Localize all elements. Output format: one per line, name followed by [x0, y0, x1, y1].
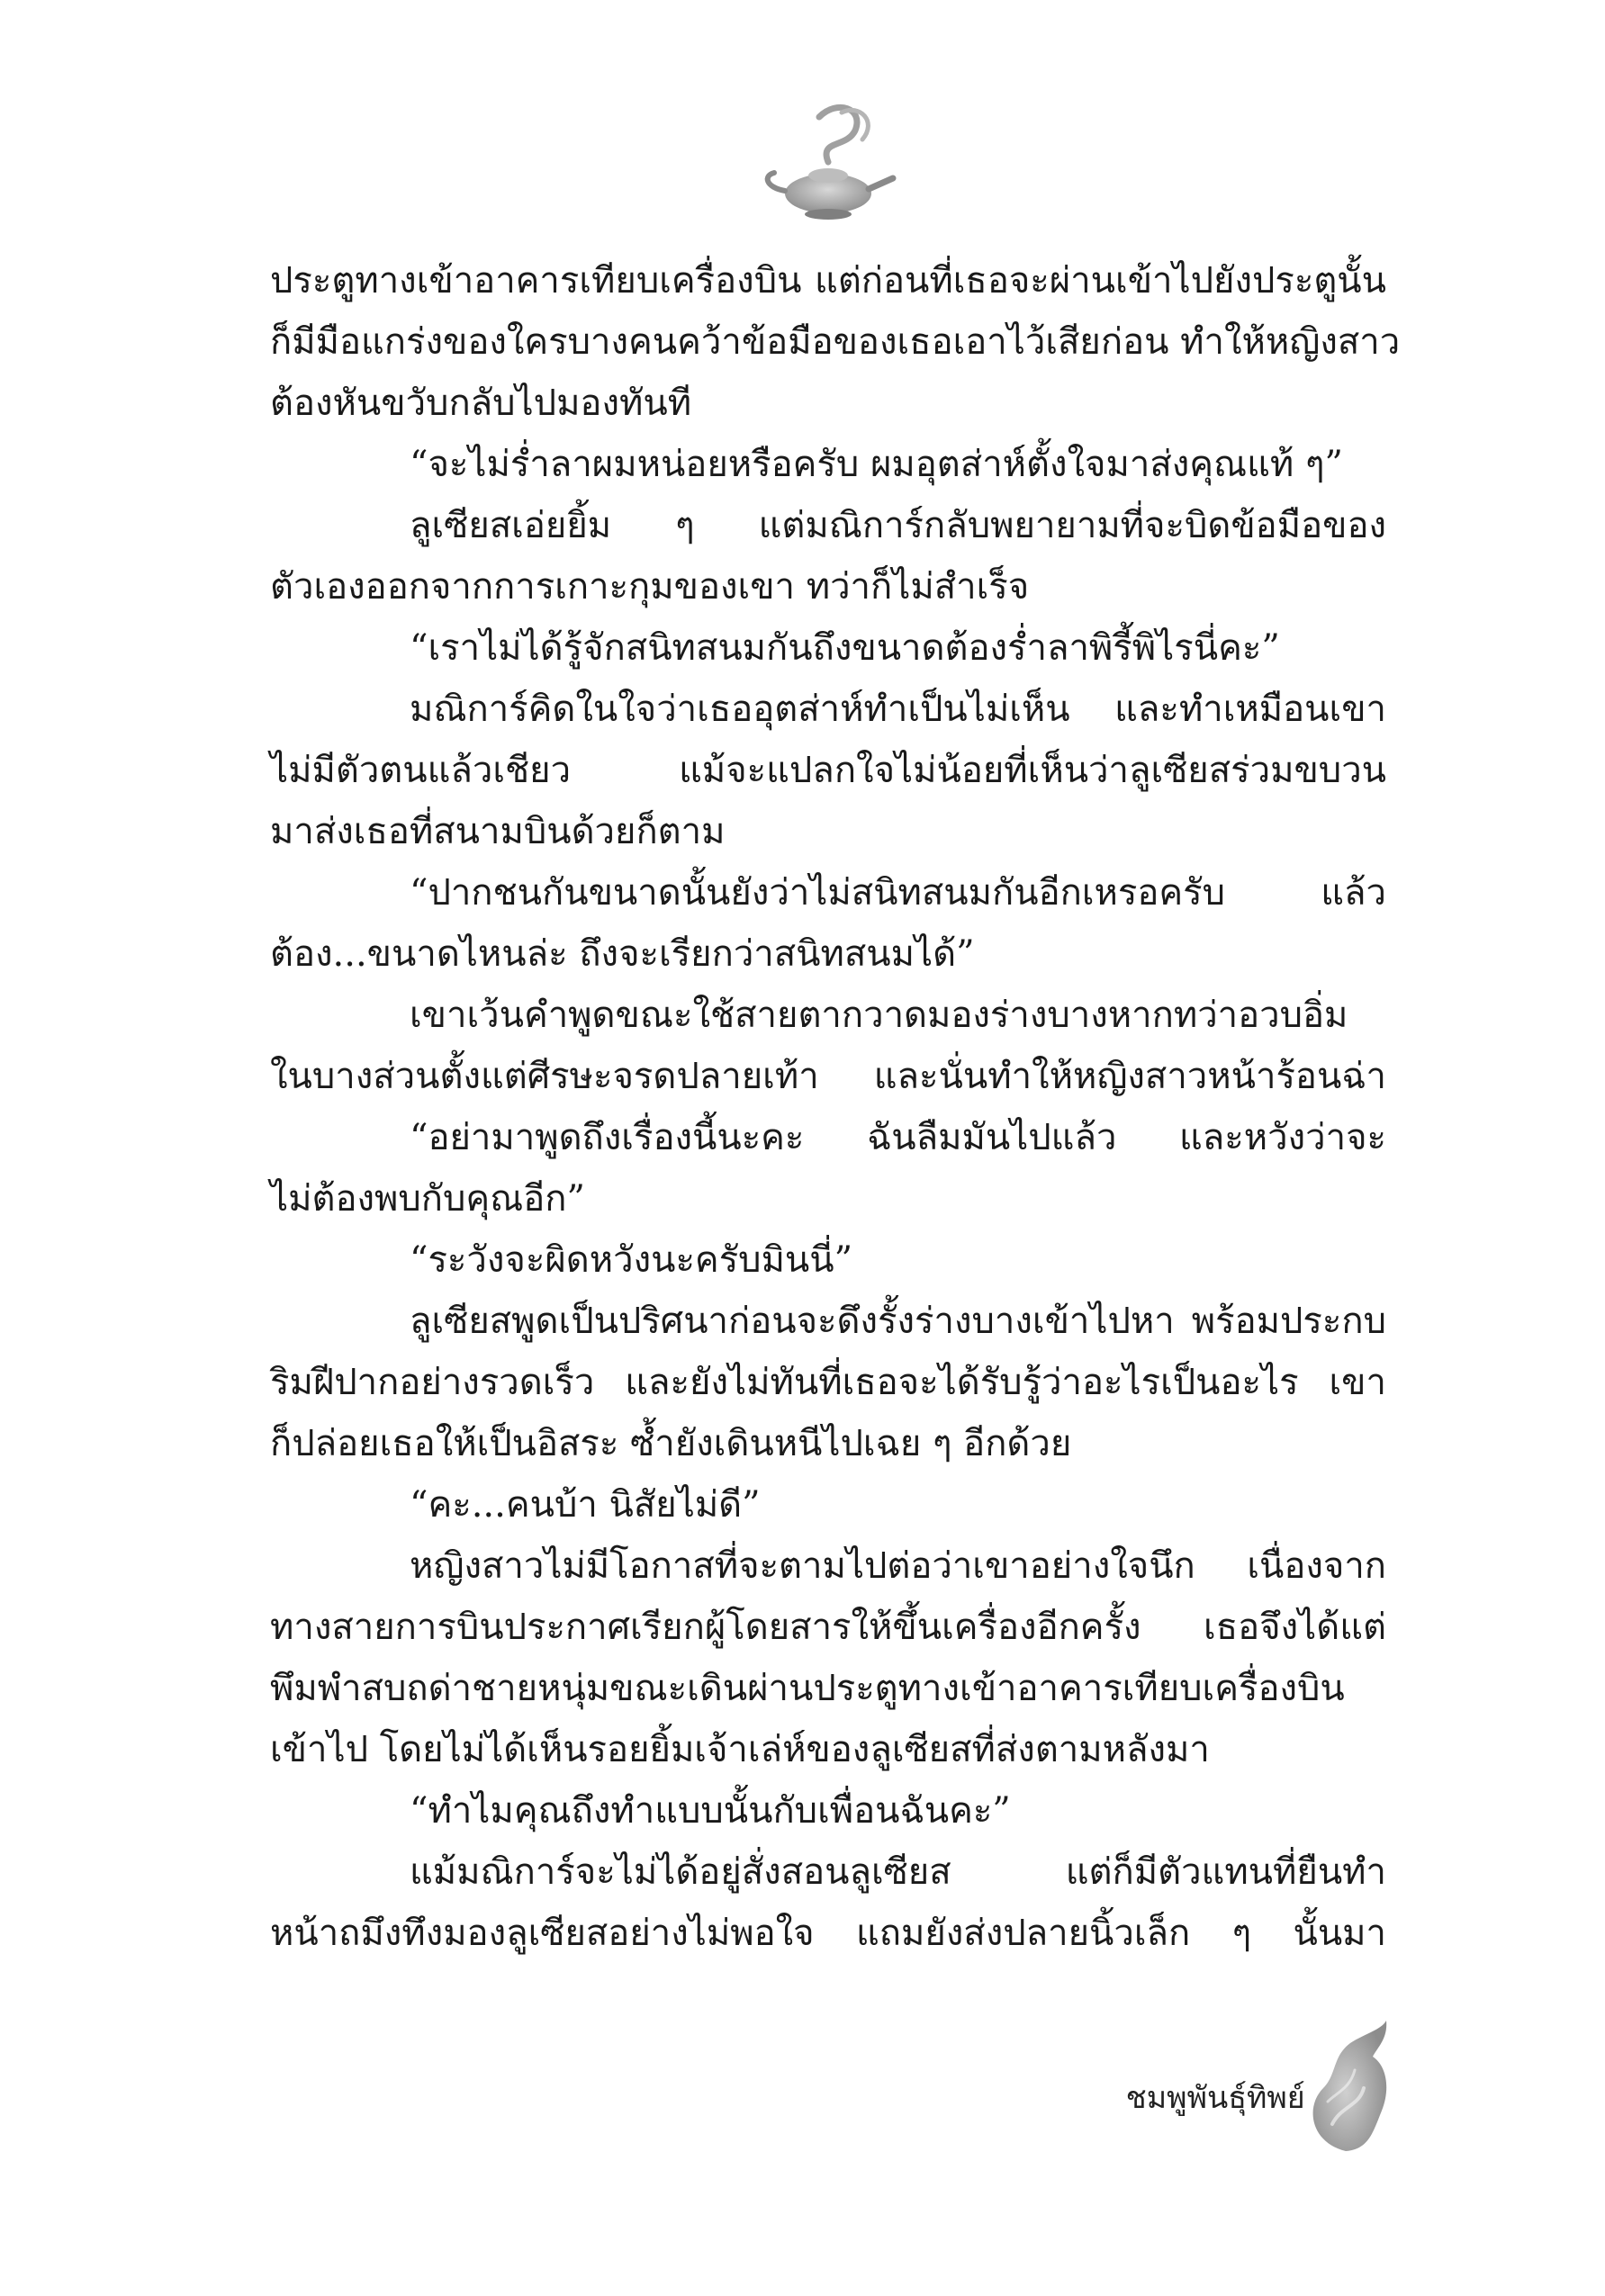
text-line: “คะ...คนบ้า นิสัยไม่ดี” [410, 1484, 761, 1526]
text-line: ไม่มีตัวตนแล้วเชียว แม้จะแปลกใจไม่น้อยที่เห็นว่าลูเซียสร่วมขบวน [270, 750, 1386, 791]
text-line: ต้องหันขวับกลับไปมองทันที [270, 383, 692, 424]
footer-title: ชมพูพันธุ์ทิพย์ [1125, 2080, 1305, 2116]
text-line: พึมพำสบถด่าชายหนุ่มขณะเดินผ่านประตูทางเข้าอาคารเทียบเครื่องบิน [270, 1668, 1345, 1709]
text-line: “ระวังจะผิดหวังนะครับมินนี่” [410, 1239, 853, 1281]
text-line: แม้มณิการ์จะไม่ได้อยู่สั่งสอนลูเซียส แต่ก็มีตัวแทนที่ยืนทำ [410, 1851, 1386, 1893]
text-line: ในบางส่วนตั้งแต่ศีรษะจรดปลายเท้า และนั่นทำให้หญิงสาวหน้าร้อนฉ่า [270, 1056, 1386, 1097]
text-line: “เราไม่ได้รู้จักสนิทสนมกันถึงขนาดต้องร่ำลาพิรี้พิไรนี่คะ” [410, 627, 1280, 669]
text-line: ทางสายการบินประกาศเรียกผู้โดยสารให้ขึ้นเครื่องอีกครั้ง เธอจึงได้แต่ [270, 1607, 1386, 1648]
text-line: “อย่ามาพูดถึงเรื่องนี้นะคะ ฉันลืมมันไปแล้ว และหวังว่าจะ [410, 1117, 1386, 1158]
text-line: เข้าไป โดยไม่ได้เห็นรอยยิ้มเจ้าเล่ห์ของลูเซียสที่ส่งตามหลังมา [270, 1729, 1210, 1770]
text-line: ก็มีมือแกร่งของใครบางคนคว้าข้อมือของเธอเอาไว้เสียก่อน ทำให้หญิงสาว [270, 321, 1401, 363]
text-line: ริมฝีปากอย่างรวดเร็ว และยังไม่ทันที่เธอจะได้รับรู้ว่าอะไรเป็นอะไร เขา [270, 1362, 1386, 1403]
text-line: ประตูทางเข้าอาคารเทียบเครื่องบิน แต่ก่อนที่เธอจะผ่านเข้าไปยังประตูนั้น [270, 260, 1386, 302]
text-line: หญิงสาวไม่มีโอกาสที่จะตามไปต่อว่าเขาอย่างใจนึก เนื่องจาก [410, 1545, 1386, 1587]
text-line: “ปากชนกันขนาดนั้นยังว่าไม่สนิทสนมกันอีกเหรอครับ แล้ว [410, 872, 1386, 914]
curl-ornament-icon [1296, 2016, 1395, 2160]
text-line: ตัวเองออกจากการเกาะกุมของเขา ทว่าก็ไม่สำเร็จ [270, 566, 1030, 608]
text-line: หน้าถมึงทึงมองลูเซียสอย่างไม่พอใจ แถมยังส่งปลายนิ้วเล็ก ๆ นั้นมา [270, 1913, 1386, 1954]
text-line: ก็ปล่อยเธอให้เป็นอิสระ ซ้ำยังเดินหนีไปเฉย ๆ อีกด้วย [270, 1423, 1072, 1464]
genie-lamp-icon [756, 99, 900, 234]
text-line: “ทำไมคุณถึงทำแบบนั้นกับเพื่อนฉันคะ” [410, 1790, 1011, 1832]
text-line: ลูเซียสเอ่ยยิ้ม ๆ แต่มณิการ์กลับพยายามที่จะบิดข้อมือของ [410, 505, 1386, 546]
text-line: มาส่งเธอที่สนามบินด้วยก็ตาม [270, 811, 726, 852]
text-line: เขาเว้นคำพูดขณะใช้สายตากวาดมองร่างบางหากทว่าอวบอิ่ม [410, 995, 1348, 1036]
text-line: มณิการ์คิดในใจว่าเธออุตส่าห์ทำเป็นไม่เห็น และทำเหมือนเขา [410, 689, 1386, 730]
text-line: ลูเซียสพูดเป็นปริศนาก่อนจะดึงรั้งร่างบางเข้าไปหา พร้อมประกบ [410, 1301, 1386, 1342]
text-line: ไม่ต้องพบกับคุณอีก” [270, 1178, 585, 1220]
body-text [270, 250, 1401, 1964]
text-line: “จะไม่ร่ำลาผมหน่อยหรือครับ ผมอุตส่าห์ตั้งใจมาส่งคุณแท้ ๆ” [410, 444, 1343, 485]
text-line: ต้อง...ขนาดไหนล่ะ ถึงจะเรียกว่าสนิทสนมได้” [270, 933, 975, 975]
